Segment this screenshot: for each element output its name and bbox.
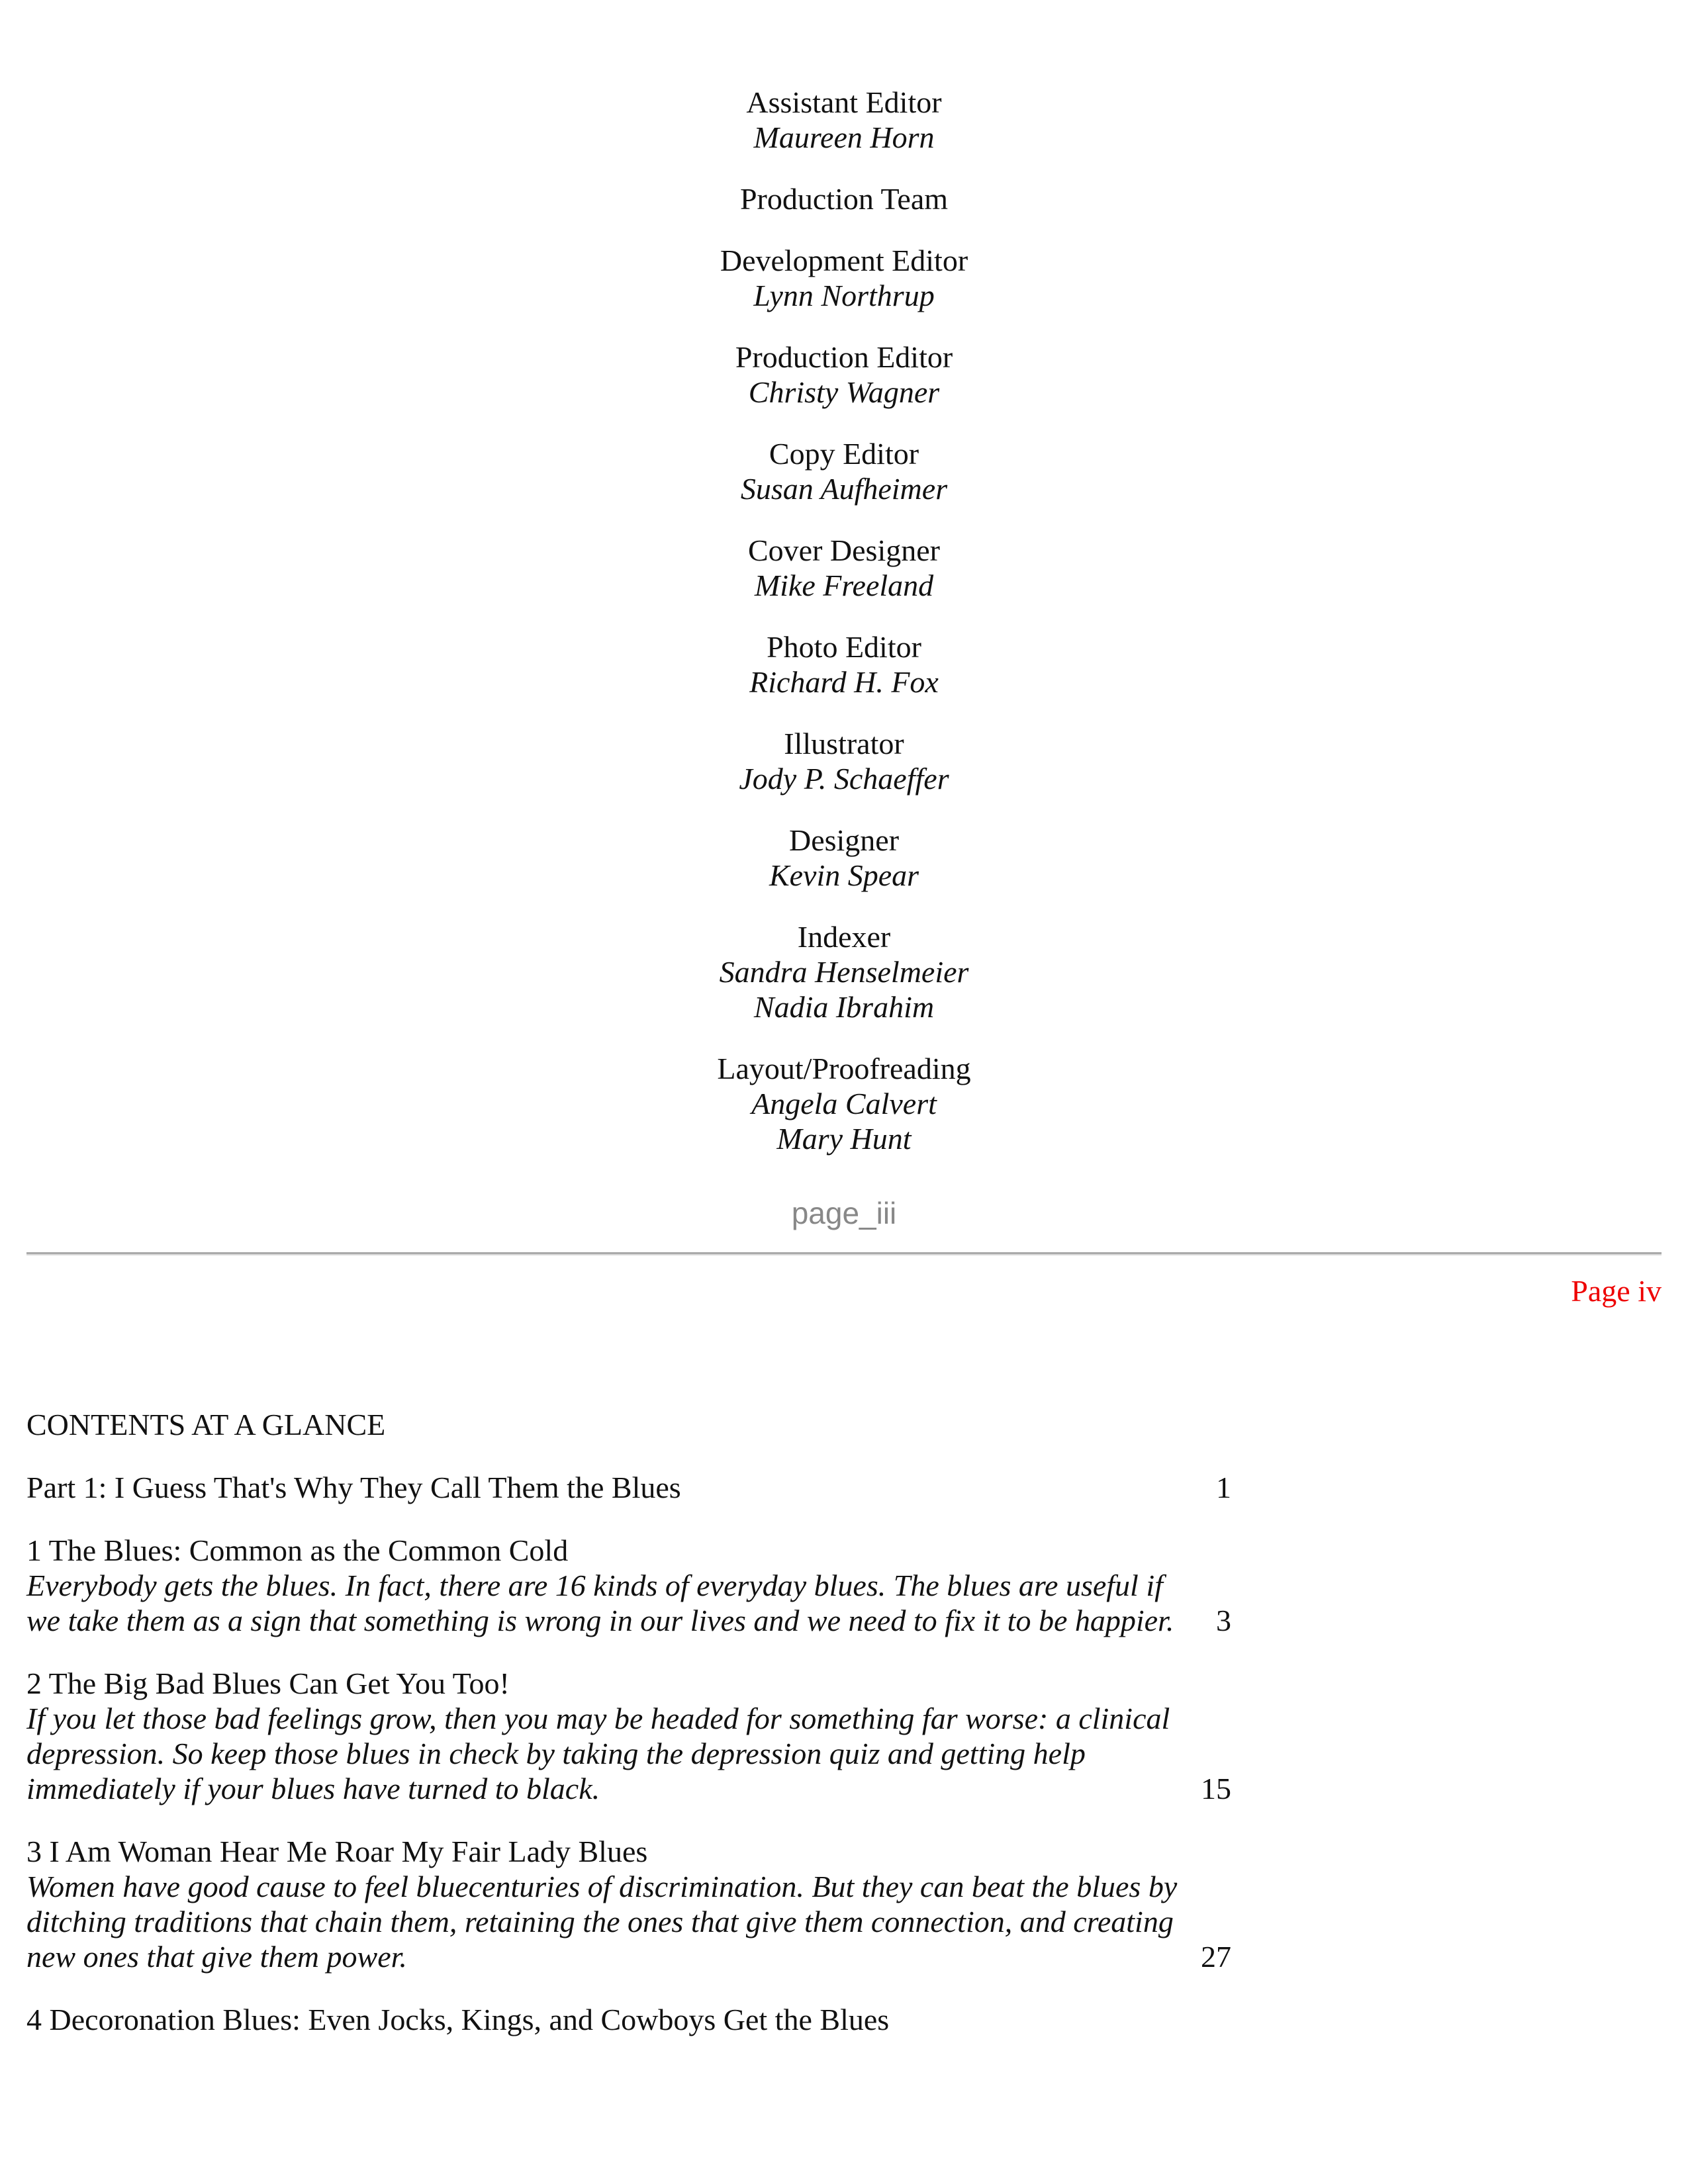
toc-entry-page: 15 [1201, 1772, 1231, 1805]
page-divider [26, 1252, 1662, 1255]
credit-role: Production Editor [735, 340, 953, 374]
toc-entry [26, 1533, 1231, 1638]
page-iv-link[interactable]: Page iv [1571, 1274, 1662, 1308]
toc-heading: CONTENTS AT A GLANCE [26, 1408, 386, 1441]
toc-entry-page: 27 [1201, 1940, 1231, 1974]
table-of-contents [26, 1407, 1231, 2065]
credit-role: Designer [788, 823, 900, 857]
toc-entry-title: 4 Decoronation Blues: Even Jocks, Kings, and Cowboys Get the Blues [26, 2003, 890, 2036]
toc-entry [26, 1666, 1231, 1806]
toc-entry-description: Women have good cause to feel bluecenturies of discrimination. But they can beat the blues by ditching traditions that chain them, retaining the ones that give them connection, and creating new ones that give them power. [26, 1870, 1178, 1974]
credit-name: Nadia Ibrahim [753, 990, 935, 1024]
credit-name: Lynn Northrup [753, 279, 935, 312]
credit-name: Susan Aufheimer [740, 472, 948, 506]
credit-illustrator [0, 726, 1688, 796]
toc-entry-page: 1 [1216, 1471, 1231, 1504]
credit-role: Cover Designer [748, 533, 940, 567]
toc-entry [26, 1834, 1231, 1974]
credit-layout-proofreading [0, 1051, 1688, 1156]
credit-role: Production Team [739, 182, 949, 216]
credit-name: Christy Wagner [748, 375, 940, 409]
credit-name: Richard H. Fox [749, 665, 939, 699]
toc-entry-title: 3 I Am Woman Hear Me Roar My Fair Lady Blues [26, 1835, 648, 1868]
page-marker: page_iii [791, 1196, 897, 1230]
toc-entry-title: 2 The Big Bad Blues Can Get You Too! [26, 1666, 510, 1700]
credit-role: Layout/Proofreading [717, 1052, 971, 1085]
credit-name: Sandra Henselmeier [719, 955, 969, 989]
toc-entry-title: 1 The Blues: Common as the Common Cold [26, 1533, 569, 1567]
credit-name: Kevin Spear [769, 858, 919, 892]
credits-list [0, 85, 1688, 1183]
credit-name: Angela Calvert [751, 1087, 937, 1120]
credit-copy-editor [0, 436, 1688, 506]
credit-name: Mary Hunt [776, 1122, 912, 1156]
toc-entry-description: If you let those bad feelings grow, then you may be headed for something far worse: a clinical depression. So keep those blues in check by taking the depression quiz and getting help immediately if your blues have turned to black. [26, 1702, 1170, 1805]
credit-development-editor [0, 243, 1688, 313]
toc-entry-page: 3 [1216, 1604, 1231, 1637]
credit-photo-editor [0, 629, 1688, 700]
credit-role: Photo Editor [767, 630, 921, 664]
credit-role: Development Editor [720, 244, 968, 277]
toc-entry [26, 1470, 1231, 1505]
credit-production-team [0, 181, 1688, 216]
credit-cover-designer [0, 533, 1688, 603]
toc-entry [26, 2002, 1231, 2037]
credit-assistant-editor [0, 85, 1688, 155]
credit-designer [0, 823, 1688, 893]
credit-role: Assistant Editor [746, 85, 942, 119]
credit-name: Mike Freeland [754, 569, 934, 602]
credit-production-editor [0, 340, 1688, 410]
credit-role: Copy Editor [769, 437, 919, 471]
toc-entry-description: Everybody gets the blues. In fact, there are 16 kinds of everyday blues. The blues are useful if we take them as a sign that something is wrong in our lives and we need to fix it to be happier. [26, 1569, 1174, 1637]
credit-name: Maureen Horn [753, 120, 935, 154]
toc-entry-title: Part 1: I Guess That's Why They Call Them the Blues [26, 1471, 681, 1504]
credit-name: Jody P. Schaeffer [739, 762, 949, 796]
credit-role: Indexer [797, 920, 891, 954]
credit-role: Illustrator [784, 727, 904, 760]
credit-indexer [0, 919, 1688, 1024]
